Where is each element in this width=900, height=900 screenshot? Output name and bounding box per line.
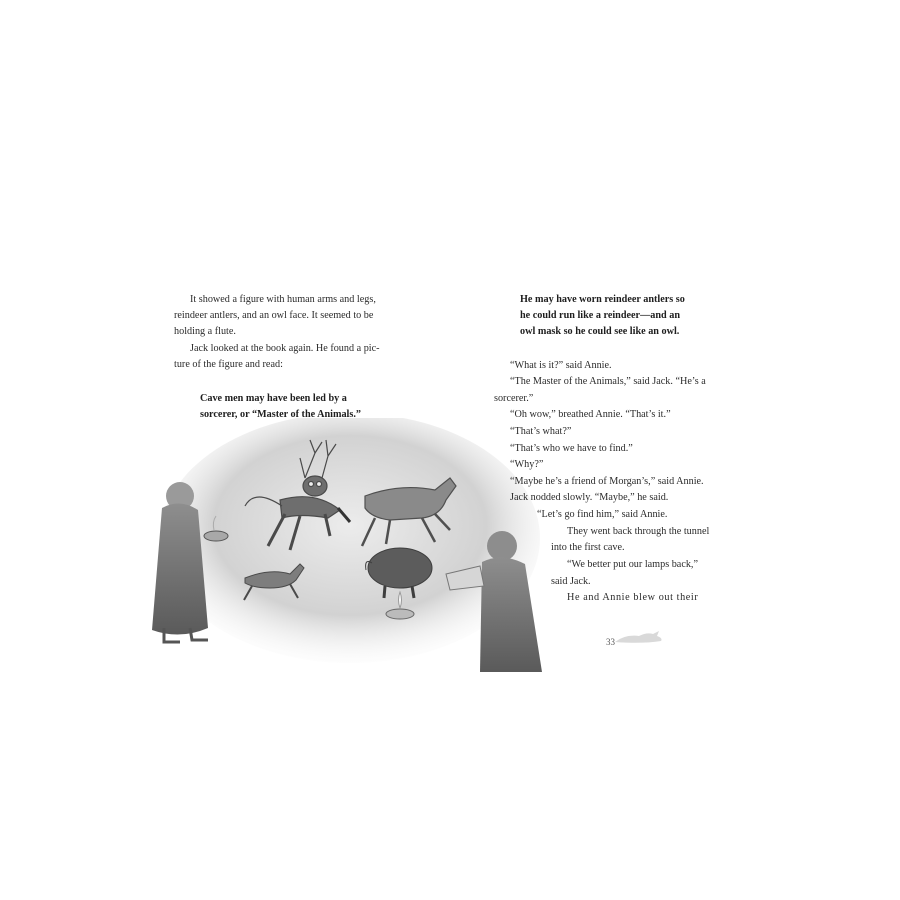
right-text-line: “Maybe he’s a friend of Morgan’s,” said Annie. bbox=[510, 476, 704, 487]
right-text-line: “Let’s go find him,” said Annie. bbox=[537, 509, 668, 520]
cave-painting-illustration bbox=[150, 418, 546, 672]
page-number: 33 bbox=[606, 637, 615, 647]
left-quote-line: Cave men may have been led by a bbox=[200, 393, 347, 404]
left-text-line: It showed a figure with human arms and legs, bbox=[190, 294, 376, 305]
right-text-line: “Oh wow,” breathed Annie. “That’s it.” bbox=[510, 409, 671, 420]
rabbit-ornament-icon bbox=[613, 628, 665, 646]
right-text-line: “The Master of the Animals,” said Jack. “He’s a bbox=[510, 376, 706, 387]
right-quote-line: owl mask so he could see like an owl. bbox=[520, 326, 680, 337]
left-text-line: reindeer antlers, and an owl face. It seemed to be bbox=[174, 310, 374, 321]
right-quote-line: he could run like a reindeer—and an bbox=[520, 310, 681, 321]
right-text-line: “We better put our lamps back,” bbox=[567, 559, 698, 570]
left-text-line: ture of the figure and read: bbox=[174, 359, 283, 370]
right-text-line: “That’s who we have to find.” bbox=[510, 443, 633, 454]
right-text-line: “That’s what?” bbox=[510, 426, 572, 437]
right-text-line: Jack nodded slowly. “Maybe,” he said. bbox=[510, 492, 669, 503]
right-quote-line: He may have worn reindeer antlers so bbox=[520, 294, 685, 305]
left-text-line: Jack looked at the book again. He found a pic- bbox=[190, 343, 380, 354]
left-text-line: holding a flute. bbox=[174, 326, 236, 337]
right-text-line: “What is it?” said Annie. bbox=[510, 360, 612, 371]
left-quote-line: sorcerer, or “Master of the Animals.” bbox=[200, 409, 361, 420]
right-text-line: They went back through the tunnel bbox=[567, 526, 710, 537]
right-text-line: into the first cave. bbox=[551, 542, 625, 553]
right-text-line: “Why?” bbox=[510, 459, 544, 470]
right-text-line: He and Annie blew out their bbox=[567, 592, 699, 603]
right-text-line: said Jack. bbox=[551, 576, 591, 587]
right-text-line: sorcerer.” bbox=[494, 393, 534, 404]
